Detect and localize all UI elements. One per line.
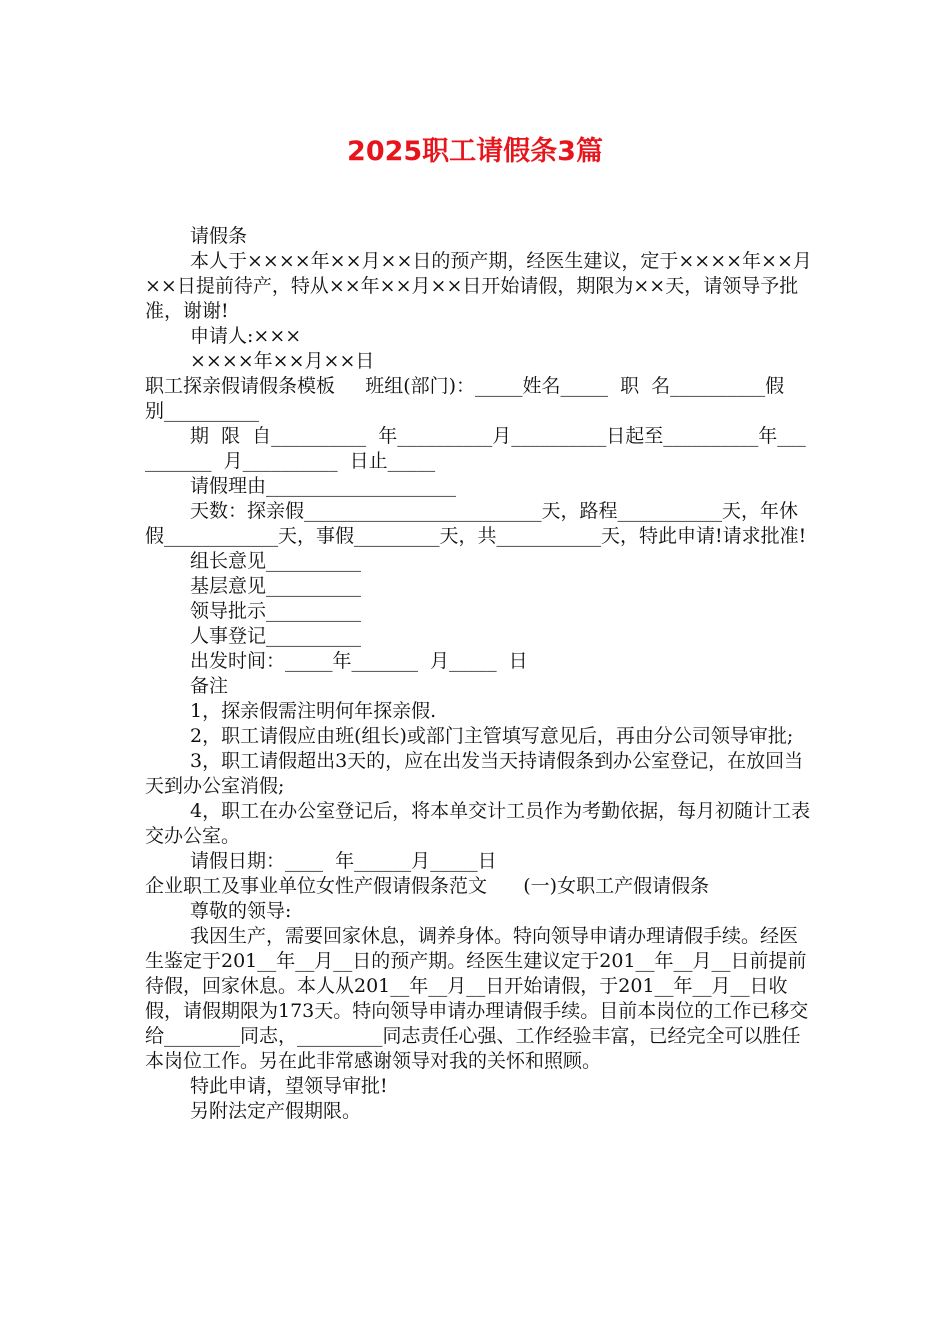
paragraph: 另附法定产假期限。 xyxy=(190,1100,362,1122)
paragraph: 特此申请，望领导审批! xyxy=(190,1075,388,1097)
paragraph: 领导批示__________ xyxy=(190,600,362,622)
paragraph: 期 限 自__________ 年__________月__________日起至__________年__________ 月__________ 日止_____ xyxy=(145,425,806,472)
paragraph: 基层意见__________ xyxy=(190,575,362,597)
paragraph: 1，探亲假需注明何年探亲假. xyxy=(190,700,437,722)
paragraph: 3，职工请假超出3天的，应在出发当天持请假条到办公室登记，在放回当天到办公室消假; xyxy=(145,750,804,797)
paragraph: 2，职工请假应由班(组长)或部门主管填写意见后，再由分公司领导审批; xyxy=(190,725,794,747)
paragraph: ××××年××月××日 xyxy=(190,350,375,372)
paragraph: 天数：探亲假_________________________天，路程___________天，年休假____________天，事假_________天，共___________天，特此申请!请求批准! xyxy=(145,500,807,547)
document-body xyxy=(145,224,815,1124)
paragraph: 企业职工及事业单位女性产假请假条范文 (一)女职工产假请假条 xyxy=(145,875,710,897)
paragraph: 人事登记__________ xyxy=(190,625,362,647)
paragraph: 4，职工在办公室登记后，将本单交计工员作为考勤依据，每月初随计工表交办公室。 xyxy=(145,800,811,847)
paragraph: 本人于××××年××月××日的预产期，经医生建议，定于××××年××月××日提前待产，特从××年××月××日开始请假，期限为××天，请领导予批准，谢谢! xyxy=(145,250,812,322)
paragraph: 申请人:××× xyxy=(190,325,302,347)
paragraph: 组长意见__________ xyxy=(190,550,362,572)
paragraph: 请假理由____________________ xyxy=(190,475,457,497)
document-title: 2025职工请假条3篇 xyxy=(347,136,603,167)
paragraph: 我因生产，需要回家休息，调养身体。特向领导申请办理请假手续。经医生鉴定于201__年__月__日的预产期。经医生建议定于201__年__月__日前提前待假，回家休息。本人从201__年__月__日开始请假，于201__年__月__日收假，请假期限为173天。特向领导申请办理请假手续。目前本岗位的工作已移交给________同志，_________同志责任心强、工作经验丰富，已经完全可以胜任本岗位工作。另在此非常感谢领导对我的关怀和照顾。 xyxy=(145,925,809,1072)
paragraph: 出发时间：_____年_______ 月_____ 日 xyxy=(190,650,528,672)
paragraph: 请假条 xyxy=(190,225,248,247)
paragraph: 职工探亲假请假条模板 班组(部门)：_____姓名_____ 职 名__________假 别__________ xyxy=(145,375,797,422)
paragraph: 尊敬的领导: xyxy=(190,900,292,922)
paragraph: 备注 xyxy=(190,675,229,697)
paragraph: 请假日期：____ 年______月_____日 xyxy=(190,850,497,872)
